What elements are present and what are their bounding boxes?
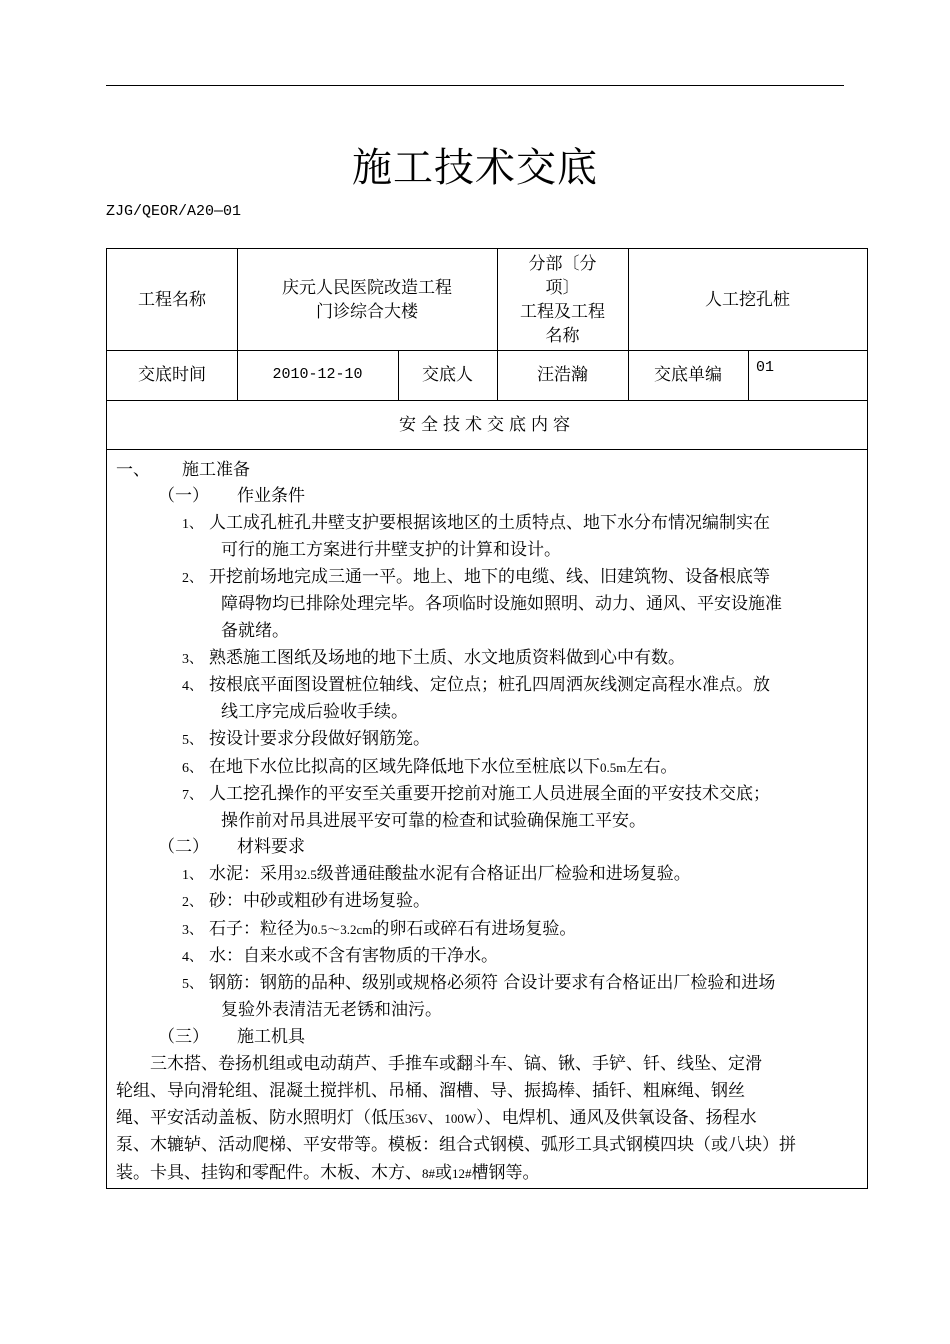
project-name-label: 工程名称 (138, 289, 206, 310)
item-number: 3、 (182, 923, 203, 938)
sub-project-label-line: 分部〔分 (528, 253, 597, 274)
sub-project-label (497, 249, 628, 350)
tools-text: ）、电焊机、通风及供氧设备、扬程水 (476, 1108, 757, 1128)
item-number: 5、 (182, 977, 203, 992)
tools-line: 轮组、导向滑轮组、混凝土搅拌机、吊桶、溜槽、导、振捣棒、插钎、粗麻绳、钢丝 (116, 1081, 745, 1101)
list-item-cont: 备就绪。 (221, 621, 289, 641)
tools-line (116, 1105, 757, 1132)
item-number: 5、 (182, 733, 203, 748)
item-text: 水泥：采用 (209, 864, 294, 884)
sub-project-value: 人工挖孔桩 (705, 289, 790, 310)
item-text: 石子：粒径为 (209, 919, 311, 939)
document-code: ZJG/QEOR/A20—01 (106, 203, 242, 220)
tools-value: 8# (422, 1166, 435, 1181)
item-number: 7、 (182, 788, 203, 803)
tools-text: 槽钢等。 (471, 1163, 540, 1183)
item-number: 3、 (182, 652, 203, 667)
tools-value: 100W (444, 1111, 477, 1126)
sub-project-label-line: 工程及工程 (520, 301, 605, 322)
section-number: 一、 (116, 460, 150, 480)
item-text: 按设计要求分段做好钢筋笼。 (209, 729, 430, 749)
item-value: 0.5m (600, 760, 627, 775)
item-text: 在地下水位比拟高的区域先降低地下水位至桩底以下 (209, 757, 600, 777)
subsection-title: 材料要求 (237, 837, 305, 857)
list-item (182, 645, 685, 673)
item-text: 水：自来水或不含有害物质的干净水。 (209, 946, 498, 966)
item-text: 的卵石或碎石有进场复验。 (372, 919, 577, 939)
date-label: 交底时间 (138, 365, 206, 385)
subsection-title: 作业条件 (237, 486, 305, 506)
item-number: 1、 (182, 868, 203, 883)
item-text: 人工挖孔操作的平安至关重要开挖前对施工人员进展全面的平安技术交底； (209, 784, 770, 804)
item-number: 4、 (182, 950, 203, 965)
subsection-heading (158, 1024, 305, 1050)
project-name-line1: 庆元人民医院改造工程 (282, 277, 452, 298)
subsection-heading (158, 483, 305, 509)
list-item-cont: 障碍物均已排除处理完毕。各项临时设施如照明、动力、通风、平安设施准 (221, 594, 782, 614)
item-number: 6、 (182, 761, 203, 776)
sub-project-label-line: 项〕 (545, 277, 580, 298)
page-title: 施工技术交底 (352, 145, 598, 191)
list-item (182, 888, 430, 916)
list-item (182, 861, 691, 889)
item-text: 开挖前场地完成三通一平。地上、地下的电缆、线、旧建筑物、设备根底等 (209, 567, 770, 587)
item-text: 钢筋：钢筋的品种、级别或规格必须符 合设计要求有合格证出厂检验和进场 (209, 973, 776, 993)
item-value: 0.5～3.2cm (311, 922, 373, 937)
list-item (182, 564, 770, 592)
tools-value: 12# (452, 1166, 472, 1181)
item-value: 32.5 (294, 867, 317, 882)
tools-line: 三木搭、卷扬机组或电动葫芦、手推车或翻斗车、镐、锹、手铲、钎、线坠、定滑 (150, 1054, 762, 1074)
list-item (182, 970, 775, 998)
tools-text: 或 (435, 1163, 452, 1183)
row-divider (107, 449, 867, 450)
top-rule (106, 85, 844, 86)
item-text: 按根底平面图设置桩位轴线、定位点；桩孔四周洒灰线测定高程水准点。放 (209, 675, 770, 695)
project-name-line2: 门诊综合大楼 (316, 301, 418, 322)
section-heading (116, 457, 250, 483)
sub-project-label-line: 名称 (545, 325, 580, 346)
list-item (182, 781, 770, 809)
project-name-value (237, 249, 497, 350)
item-number: 1、 (182, 517, 203, 532)
subsection-heading (158, 834, 305, 860)
tools-text: 装。卡具、挂钩和零配件。木板、木方、 (116, 1163, 422, 1183)
list-item-cont: 复验外表清洁无老锈和油污。 (221, 1000, 442, 1020)
subsection-number: （三） (158, 1027, 209, 1047)
tools-text: 绳、平安活动盖板、防水照明灯（低压 (116, 1108, 405, 1128)
item-text: 熟悉施工图纸及场地的地下土质、水文地质资料做到心中有数。 (209, 648, 685, 668)
number-value: 01 (756, 359, 775, 376)
date-value: 2010-12-10 (272, 366, 363, 383)
item-text: 左右。 (626, 757, 678, 777)
item-text: 砂：中砂或粗砂有进场复验。 (209, 891, 430, 911)
number-label: 交底单编 (654, 365, 722, 385)
list-item (182, 754, 677, 782)
person-value: 汪浩瀚 (537, 365, 588, 385)
person-label: 交底人 (422, 365, 473, 385)
item-number: 4、 (182, 679, 203, 694)
list-item (182, 726, 430, 754)
tools-line (116, 1160, 540, 1187)
section-title: 安全技术交底内容 (399, 414, 575, 435)
item-text: 级普通硅酸盐水泥有合格证出厂检验和进场复验。 (316, 864, 691, 884)
item-number: 2、 (182, 895, 203, 910)
list-item (182, 672, 770, 700)
tools-line: 泵、木辘轳、活动爬梯、平安带等。模板：组合式钢模、弧形工具式钢模四块（或八块）拼 (116, 1135, 796, 1155)
tools-value: 36V (405, 1111, 428, 1126)
list-item (182, 916, 576, 944)
subsection-number: （二） (158, 837, 209, 857)
list-item (182, 943, 498, 971)
subsection-number: （一） (158, 486, 209, 506)
list-item-cont: 可行的施工方案进行井壁支护的计算和设计。 (221, 540, 561, 560)
tools-text: 、 (427, 1108, 445, 1128)
item-text: 人工成孔桩孔井壁支护要根据该地区的土质特点、地下水分布情况编制实在 (209, 513, 770, 533)
section-title-text: 施工准备 (182, 460, 250, 480)
item-number: 2、 (182, 571, 203, 586)
list-item (182, 510, 770, 538)
list-item-cont: 线工序完成后验收手续。 (221, 702, 408, 722)
subsection-title: 施工机具 (237, 1027, 305, 1047)
list-item-cont: 操作前对吊具进展平安可靠的检查和试验确保施工平安。 (221, 811, 646, 831)
